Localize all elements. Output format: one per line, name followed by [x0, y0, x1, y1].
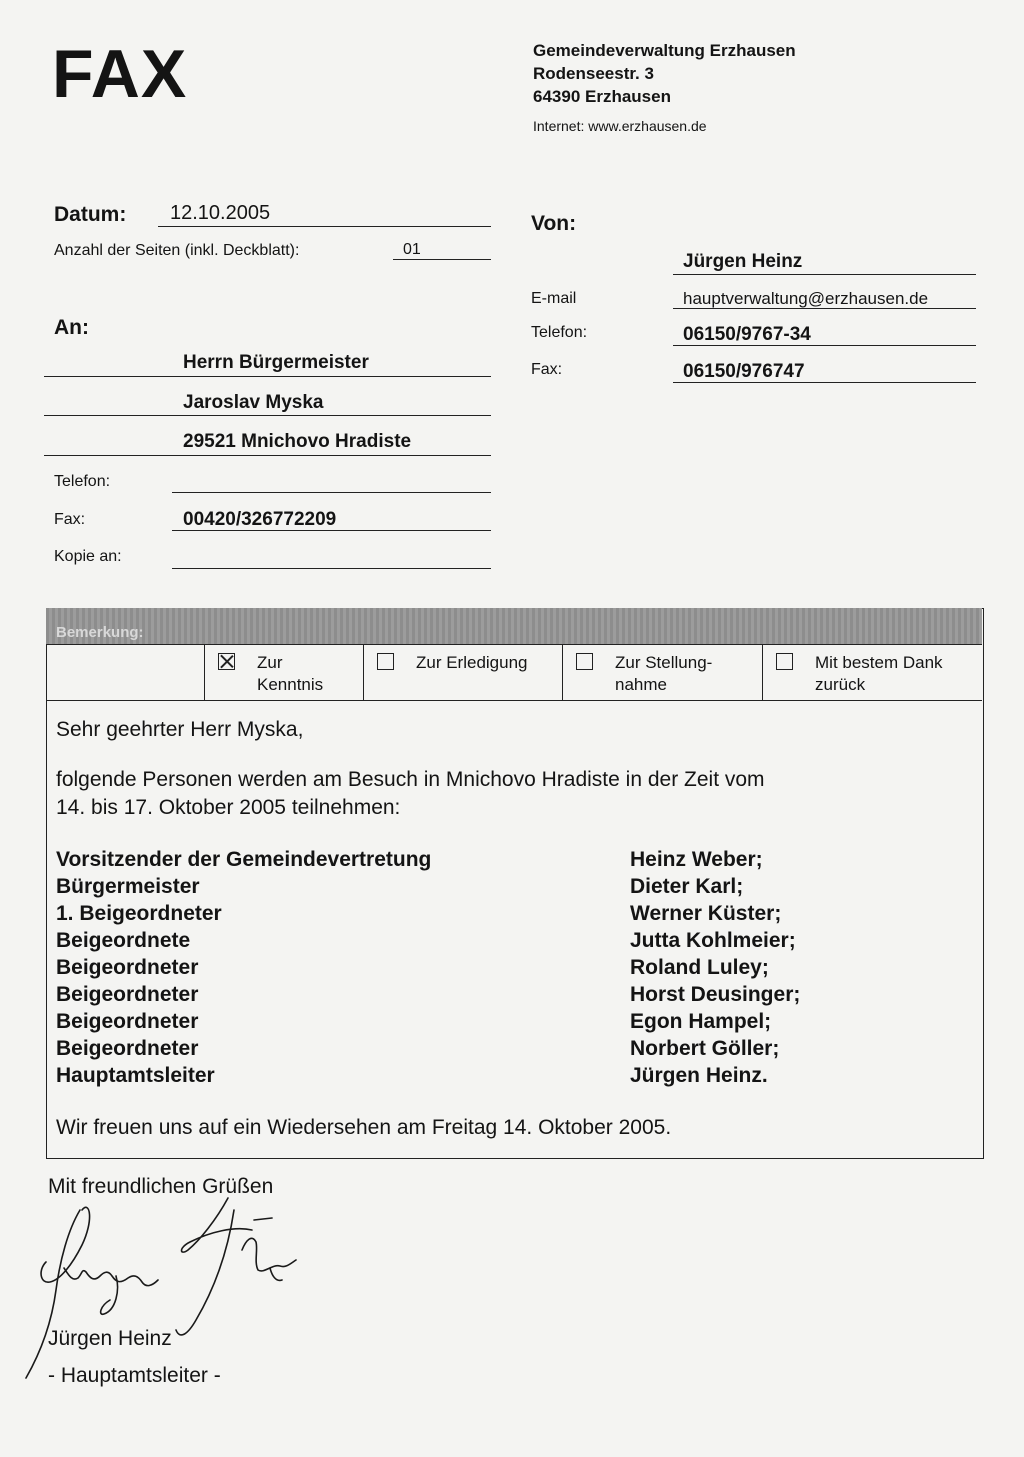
- signer-name: Jürgen Heinz: [48, 1327, 172, 1350]
- option-dank-zurueck-label: Mit bestem Dank zurück: [815, 653, 943, 694]
- sender-street: Rodenseestr. 3: [533, 64, 654, 83]
- email-value: hauptverwaltung@erzhausen.de: [683, 289, 929, 308]
- participant-name: Horst Deusinger;: [630, 983, 801, 1006]
- participant-name: Werner Küster;: [630, 902, 782, 925]
- sender-org: Gemeindeverwaltung Erzhausen: [533, 41, 796, 60]
- checkbox-icon[interactable]: [377, 653, 394, 670]
- kopie-label: Kopie an:: [54, 548, 122, 565]
- fax-value: 06150/976747: [683, 361, 805, 382]
- option-erledigung[interactable]: [363, 645, 563, 700]
- telefon-label: Telefon:: [531, 324, 588, 341]
- intro-line-2: 14. bis 17. Oktober 2005 teilnehmen:: [56, 796, 401, 819]
- participant-role: Hauptamtsleiter: [56, 1064, 215, 1087]
- an-label: An:: [54, 316, 89, 339]
- pages-value: 01: [403, 241, 421, 258]
- email-label: E-mail: [531, 290, 577, 307]
- datum-value: 12.10.2005: [170, 202, 271, 224]
- recipient-underline-3: [44, 455, 491, 456]
- participant-role: Beigeordneter: [56, 983, 199, 1006]
- option-erledigung-label: Zur Erledigung: [416, 653, 528, 672]
- participant-name: Roland Luley;: [630, 956, 769, 979]
- intro-line-1: folgende Personen werden am Besuch in Mnichovo Hradiste in der Zeit vom: [56, 768, 765, 791]
- von-name: Jürgen Heinz: [683, 251, 803, 272]
- participant-role: Vorsitzender der Gemeindevertretung: [56, 848, 432, 871]
- option-stellungnahme-label: Zur Stellung- nahme: [615, 653, 713, 694]
- telefon-line: [673, 345, 976, 346]
- pages-label: Anzahl der Seiten (inkl. Deckblatt):: [54, 242, 300, 259]
- participant-role: Beigeordneter: [56, 956, 199, 979]
- an-fax-label: Fax:: [54, 511, 86, 528]
- checkbox-icon[interactable]: [576, 653, 593, 670]
- recipient-underline-2: [44, 415, 491, 416]
- an-telefon-label: Telefon:: [54, 473, 111, 490]
- remarks-header-label: Bemerkung:: [56, 624, 144, 641]
- handwritten-signature: [20, 1190, 310, 1390]
- participant-name: Norbert Göller;: [630, 1037, 780, 1060]
- pages-line: [393, 259, 491, 260]
- an-fax-value: 00420/326772209: [183, 509, 337, 530]
- datum-label: Datum:: [54, 203, 127, 226]
- recipient-line-3: 29521 Mnichovo Hradiste: [183, 431, 412, 452]
- salutation: Sehr geehrter Herr Myska,: [56, 718, 304, 741]
- participant-names: [630, 846, 800, 1089]
- internet-label: Internet:: [533, 118, 585, 134]
- option-stellungnahme[interactable]: [562, 645, 763, 700]
- datum-line: [158, 226, 491, 227]
- signer-title: - Hauptamtsleiter -: [48, 1364, 221, 1387]
- participant-name: Egon Hampel;: [630, 1010, 772, 1033]
- participant-name: Dieter Karl;: [630, 875, 744, 898]
- participant-name: Jürgen Heinz.: [630, 1064, 768, 1087]
- participant-roles: [56, 846, 431, 1089]
- remarks-options-row: [46, 645, 982, 701]
- an-fax-line: [172, 530, 491, 531]
- greeting: Mit freundlichen Grüßen: [48, 1175, 274, 1198]
- email-line: [673, 308, 976, 309]
- remarks-header: [46, 608, 982, 645]
- participant-role: Beigeordnete: [56, 929, 191, 952]
- participant-name: Heinz Weber;: [630, 848, 763, 871]
- sender-internet: [533, 118, 707, 134]
- fax-label: Fax:: [531, 361, 563, 378]
- recipient-line-1: Herrn Bürgermeister: [183, 352, 369, 373]
- von-label: Von:: [531, 212, 577, 235]
- sender-city: 64390 Erzhausen: [533, 87, 671, 106]
- participant-role: Bürgermeister: [56, 875, 200, 898]
- von-name-line: [673, 274, 976, 275]
- kopie-line: [172, 568, 491, 569]
- participant-role: 1. Beigeordneter: [56, 902, 222, 925]
- option-dank-zurueck[interactable]: [762, 645, 981, 700]
- an-telefon-line: [172, 492, 491, 493]
- participant-role: Beigeordneter: [56, 1010, 199, 1033]
- option-kenntnis-label: Zur Kenntnis: [257, 653, 324, 694]
- checkbox-icon[interactable]: [776, 653, 793, 670]
- checkbox-checked-icon[interactable]: [218, 653, 235, 670]
- participant-role: Beigeordneter: [56, 1037, 199, 1060]
- recipient-line-2: Jaroslav Myska: [183, 392, 324, 413]
- telefon-value: 06150/9767-34: [683, 324, 811, 345]
- fax-line: [673, 382, 976, 383]
- recipient-underline-1: [44, 376, 491, 377]
- option-kenntnis[interactable]: [204, 645, 364, 700]
- internet-url: www.erzhausen.de: [588, 118, 707, 134]
- participant-name: Jutta Kohlmeier;: [630, 929, 796, 952]
- fax-title: FAX: [52, 36, 188, 112]
- closing-line: Wir freuen uns auf ein Wiedersehen am Freitag 14. Oktober 2005.: [56, 1116, 672, 1139]
